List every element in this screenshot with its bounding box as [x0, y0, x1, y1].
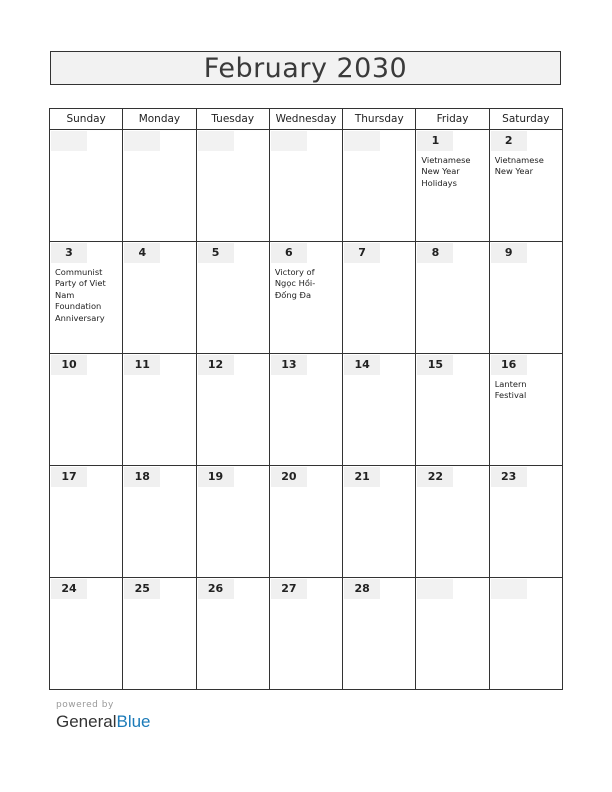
day-number: 22: [417, 467, 453, 487]
day-number: 3: [51, 243, 87, 263]
brand-name: [56, 712, 151, 732]
day-cell[interactable]: [343, 242, 416, 354]
day-cell[interactable]: [50, 466, 123, 578]
day-cell[interactable]: [196, 466, 269, 578]
day-cell[interactable]: [489, 130, 562, 242]
day-number: 10: [51, 355, 87, 375]
week-row: [50, 578, 563, 690]
day-cell[interactable]: [489, 242, 562, 354]
day-number: [124, 131, 160, 151]
day-cell[interactable]: [196, 242, 269, 354]
generalblue-logo[interactable]: [56, 700, 151, 732]
day-number: 15: [417, 355, 453, 375]
holiday-label: Victory of Ngọc Hồi- Đống Đa: [274, 267, 316, 300]
day-cell[interactable]: [196, 130, 269, 242]
day-cell[interactable]: [269, 242, 342, 354]
day-cell[interactable]: [416, 130, 489, 242]
day-cell[interactable]: [269, 466, 342, 578]
day-cell[interactable]: [50, 578, 123, 690]
day-cell[interactable]: [123, 466, 196, 578]
week-row: [50, 466, 563, 578]
day-number: 9: [491, 243, 527, 263]
week-row: [50, 130, 563, 242]
powered-by-label: powered by: [56, 700, 114, 710]
day-number: 16: [491, 355, 527, 375]
day-cell[interactable]: [416, 466, 489, 578]
calendar-grid: [49, 108, 563, 690]
day-cell[interactable]: [196, 578, 269, 690]
day-cell[interactable]: [196, 354, 269, 466]
weekday-header: Friday: [416, 109, 489, 130]
day-number: 12: [198, 355, 234, 375]
day-cell[interactable]: [50, 242, 123, 354]
day-cell[interactable]: [343, 130, 416, 242]
week-row: [50, 242, 563, 354]
brand-general: General: [56, 712, 117, 731]
day-number: 1: [417, 131, 453, 151]
day-number: 19: [198, 467, 234, 487]
day-number: 7: [344, 243, 380, 263]
day-number: [417, 579, 453, 599]
day-number: [51, 131, 87, 151]
holiday-label: Communist Party of Viet Nam Foundation Anniversary: [55, 267, 106, 323]
day-cell[interactable]: [50, 130, 123, 242]
day-cell[interactable]: [269, 130, 342, 242]
day-number: 4: [124, 243, 160, 263]
day-cell[interactable]: [416, 242, 489, 354]
day-number: 27: [271, 579, 307, 599]
day-number: 17: [51, 467, 87, 487]
day-cell[interactable]: [489, 578, 562, 690]
day-cell[interactable]: [123, 130, 196, 242]
day-cell[interactable]: [123, 242, 196, 354]
day-cell[interactable]: [489, 466, 562, 578]
day-number: [271, 131, 307, 151]
day-number: 20: [271, 467, 307, 487]
day-cell[interactable]: [269, 578, 342, 690]
day-cell[interactable]: [50, 354, 123, 466]
day-number: 11: [124, 355, 160, 375]
day-cell[interactable]: [416, 354, 489, 466]
day-cell[interactable]: [123, 578, 196, 690]
holiday-label: Vietnamese New Year Holidays: [421, 155, 471, 188]
day-number: 23: [491, 467, 527, 487]
weekday-header: Tuesday: [196, 109, 269, 130]
day-number: 25: [124, 579, 160, 599]
week-row: [50, 354, 563, 466]
day-cell[interactable]: [343, 578, 416, 690]
weekday-header: Thursday: [343, 109, 416, 130]
holiday-label: Lantern Festival: [494, 379, 527, 401]
day-number: [491, 579, 527, 599]
day-number: 18: [124, 467, 160, 487]
day-number: 13: [271, 355, 307, 375]
weekday-header-row: [50, 109, 563, 130]
brand-blue: Blue: [116, 712, 151, 731]
day-cell[interactable]: [489, 354, 562, 466]
weekday-header: Sunday: [50, 109, 123, 130]
day-number: 14: [344, 355, 380, 375]
day-number: 8: [417, 243, 453, 263]
day-number: [344, 131, 380, 151]
calendar-title: February 2030: [203, 52, 408, 84]
day-cell[interactable]: [123, 354, 196, 466]
day-cell[interactable]: [416, 578, 489, 690]
day-number: 6: [271, 243, 307, 263]
day-number: 28: [344, 579, 380, 599]
day-number: 2: [491, 131, 527, 151]
day-cell[interactable]: [343, 466, 416, 578]
day-number: 21: [344, 467, 380, 487]
day-cell[interactable]: [269, 354, 342, 466]
day-cell[interactable]: [343, 354, 416, 466]
weekday-header: Monday: [123, 109, 196, 130]
day-number: 24: [51, 579, 87, 599]
holiday-label: Vietnamese New Year: [494, 155, 544, 177]
day-number: 26: [198, 579, 234, 599]
day-number: 5: [198, 243, 234, 263]
weekday-header: Saturday: [489, 109, 562, 130]
weekday-header: Wednesday: [269, 109, 342, 130]
day-number: [198, 131, 234, 151]
calendar-title-box: [50, 51, 561, 85]
